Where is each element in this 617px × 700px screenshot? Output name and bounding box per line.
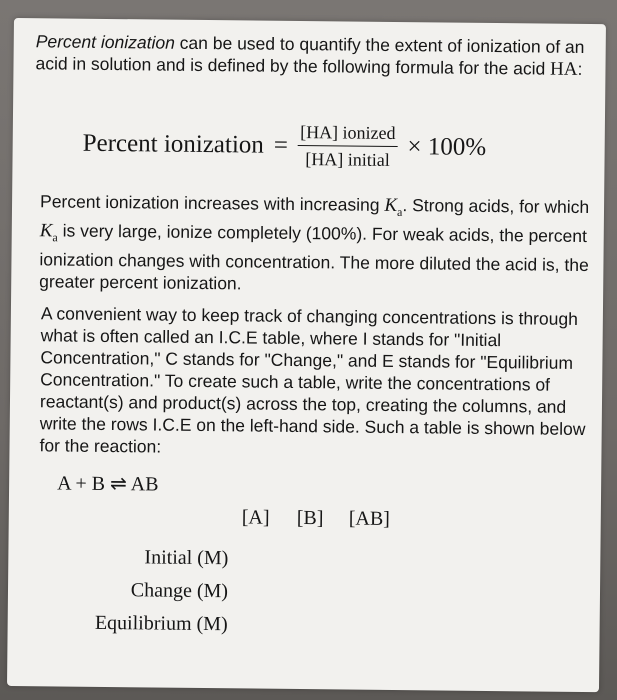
ka-text-3: is very large, ionize completely (100%). For weak acids, the percent ionization changes with concentration. The more diluted the acid is, the greater percent ionization.	[39, 220, 589, 293]
ice-column-a: [A]	[241, 506, 270, 529]
formula-denominator: [HA] initial	[305, 149, 390, 170]
ice-column-b: [B]	[296, 506, 324, 530]
formula-times-100: × 100%	[407, 133, 487, 161]
intro-paragraph	[35, 30, 590, 81]
formula-lhs: Percent ionization	[82, 129, 265, 159]
ice-row-change: Change (M)	[130, 579, 229, 603]
ice-column-ab: [AB]	[348, 507, 390, 530]
ka-symbol: $K_a$	[384, 194, 403, 219]
intro-term: Percent ionization	[35, 31, 175, 53]
question-card	[7, 18, 606, 692]
formula-fraction	[298, 122, 398, 171]
ka-text-2: . Strong acids, for which	[402, 195, 590, 218]
ka-paragraph	[39, 190, 595, 297]
ice-table-rows	[95, 541, 229, 641]
ice-table-header	[9, 504, 601, 540]
ka-symbol-2: $K_a$	[39, 220, 58, 245]
acid-symbol: HA	[549, 58, 578, 80]
ice-row-initial: Initial (M)	[144, 546, 229, 570]
intro-colon: :	[577, 58, 583, 79]
percent-ionization-formula	[82, 115, 486, 177]
ice-row-equilibrium: Equilibrium (M)	[94, 611, 228, 636]
intro-text: can be used to quantify the extent of ionization of an acid in solution and is defined by the following formula for the acid	[35, 32, 585, 79]
reaction-equation: A + B ⇌ AB	[57, 472, 159, 496]
formula-equals: =	[273, 131, 289, 159]
ice-paragraph: A convenient way to keep track of changing concentrations is through what is often called an I.C.E table, where I stands for "Initial Concentration," C stands for "Change," and E stands for "Equilibrium Concentration." To create such a table, write the concentrations of reactant(s) and product(s) across the top, creating the columns, and write the rows I.C.E on the left-hand side. Such a table is shown below for the reaction:	[39, 303, 586, 457]
formula-numerator: [HA] ionized	[300, 122, 396, 144]
ka-text-1: Percent ionization increases with increasing	[39, 191, 385, 215]
